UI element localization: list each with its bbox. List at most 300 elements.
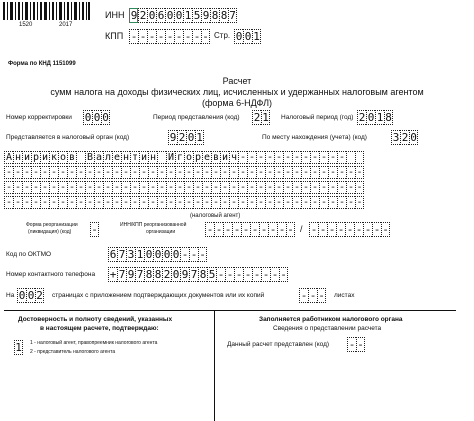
reorg-form-label-2: (ликвидация) (код) <box>28 229 72 235</box>
comb-cell: - <box>14 197 22 208</box>
comb-cell: - <box>14 182 22 193</box>
comb-cell: - <box>194 182 202 193</box>
comb-cell: - <box>185 182 193 193</box>
comb-cell: - <box>257 182 265 193</box>
title-line-2: сумм налога на доходы физических лиц, исчисленных и удержанных налоговым агентом <box>50 87 424 97</box>
comb-cell: - <box>271 268 279 281</box>
comb-cell: - <box>41 182 49 193</box>
period-label: Период представления (код) <box>153 114 240 121</box>
comb-cell: - <box>319 223 327 236</box>
comb-cell: - <box>235 268 243 281</box>
comb-cell: - <box>77 197 85 208</box>
comb-cell: 0 <box>172 268 180 281</box>
comb-cell: - <box>347 197 355 208</box>
comb-cell: - <box>149 182 157 193</box>
comb-cell: - <box>113 182 121 193</box>
comb-cell: 8 <box>154 268 162 281</box>
comb-cell: - <box>224 223 232 236</box>
barcode <box>3 2 90 32</box>
comb-cell: - <box>253 268 261 281</box>
reorg-inn-kpp-label-2: организации <box>146 229 176 235</box>
location-label: По месту нахождения (учета) (код) <box>262 134 367 141</box>
comb-cell: 0 <box>244 30 252 43</box>
comb-cell: - <box>248 152 256 163</box>
comb-cell: - <box>122 197 130 208</box>
comb-cell: 2 <box>36 289 43 302</box>
comb-cell: - <box>148 30 156 43</box>
comb-cell: ч <box>230 152 238 163</box>
comb-cell: - <box>251 223 259 236</box>
comb-cell: к <box>50 152 58 163</box>
attachment-sheets-field[interactable] <box>299 288 326 303</box>
comb-cell: - <box>50 197 58 208</box>
comb-cell: - <box>212 182 220 193</box>
comb-cell: - <box>230 197 238 208</box>
comb-cell: - <box>41 197 49 208</box>
comb-cell: - <box>157 30 165 43</box>
comb-cell: - <box>257 167 265 178</box>
comb-cell: - <box>86 197 94 208</box>
comb-cell: о <box>185 152 193 163</box>
comb-cell: - <box>239 152 247 163</box>
comb-cell: 7 <box>229 9 236 22</box>
barcode-bar <box>56 2 57 20</box>
barcode-bar <box>22 2 23 20</box>
comb-cell: - <box>275 197 283 208</box>
comb-cell: - <box>302 197 310 208</box>
comb-cell: 2 <box>163 268 171 281</box>
comb-cell: - <box>302 152 310 163</box>
period-field[interactable] <box>252 110 270 125</box>
comb-cell: - <box>275 182 283 193</box>
comb-cell: - <box>203 197 211 208</box>
authority-field[interactable] <box>168 130 204 145</box>
comb-cell: - <box>266 182 274 193</box>
comb-cell: - <box>158 167 166 178</box>
comb-cell: - <box>176 167 184 178</box>
comb-cell: - <box>356 182 363 193</box>
comb-cell: н <box>122 152 130 163</box>
comb-cell: - <box>275 167 283 178</box>
barcode-bar <box>82 2 84 20</box>
comb-cell: р <box>194 152 202 163</box>
comb-cell: 6 <box>109 248 117 261</box>
comb-cell: н <box>149 152 157 163</box>
comb-cell: - <box>284 167 292 178</box>
column-divider <box>214 310 215 421</box>
comb-cell: - <box>176 197 184 208</box>
comb-cell: - <box>113 197 121 208</box>
comb-cell: - <box>221 167 229 178</box>
comb-cell: - <box>346 223 354 236</box>
comb-cell: 8 <box>199 268 207 281</box>
comb-cell: и <box>41 152 49 163</box>
comb-cell: 9 <box>181 268 189 281</box>
comb-cell: и <box>23 152 31 163</box>
comb-cell: - <box>300 289 308 302</box>
comb-cell: - <box>347 182 355 193</box>
comb-cell: 0 <box>163 248 171 261</box>
comb-cell <box>157 151 166 164</box>
comb-cell: и <box>140 152 148 163</box>
comb-cell: - <box>190 248 198 261</box>
barcode-bar <box>86 2 87 20</box>
barcode-bar <box>18 2 20 20</box>
comb-cell: н <box>14 152 22 163</box>
comb-cell: - <box>355 223 363 236</box>
comb-cell: - <box>266 197 274 208</box>
comb-cell: е <box>113 152 121 163</box>
comb-cell: - <box>175 30 183 43</box>
comb-cell: 9 <box>169 131 177 144</box>
comb-cell: - <box>320 182 328 193</box>
barcode-bar <box>7 2 8 20</box>
comb-cell: - <box>206 223 214 236</box>
barcode-bar <box>71 2 72 20</box>
comb-cell: - <box>284 197 292 208</box>
comb-cell: 8 <box>220 9 228 22</box>
comb-cell: - <box>302 167 310 178</box>
barcode-bar <box>25 2 28 20</box>
comb-cell: - <box>149 167 157 178</box>
correction-label: Номер корректировки <box>6 114 72 121</box>
confirm-title: Достоверность и полноту сведений, указанных <box>18 316 173 323</box>
barcode-bar <box>52 2 54 20</box>
comb-cell: в <box>68 152 76 163</box>
comb-cell: - <box>230 182 238 193</box>
comb-cell: 0 <box>175 9 183 22</box>
comb-cell: - <box>329 152 337 163</box>
comb-cell <box>346 151 355 164</box>
title-line-1: Расчет <box>222 76 252 86</box>
officer-title: Заполняется работником налогового органа <box>259 316 403 323</box>
comb-cell: - <box>248 167 256 178</box>
page-number-field[interactable] <box>234 29 261 44</box>
comb-cell: - <box>260 223 268 236</box>
barcode-bar <box>74 2 77 20</box>
comb-cell: а <box>95 152 103 163</box>
comb-cell: 7 <box>118 248 126 261</box>
agent-name-line-4[interactable] <box>4 196 364 209</box>
phone-field[interactable] <box>108 267 288 282</box>
comb-cell: 2 <box>139 9 147 22</box>
comb-cell: 0 <box>166 9 174 22</box>
comb-cell: - <box>131 167 139 178</box>
comb-cell: - <box>217 268 225 281</box>
comb-cell: 0 <box>27 289 35 302</box>
comb-cell: - <box>202 30 209 43</box>
comb-cell: - <box>262 268 270 281</box>
correction-field[interactable] <box>83 110 110 125</box>
signer-option-2: 2 - представитель налогового агента <box>30 349 116 355</box>
comb-cell: - <box>248 197 256 208</box>
comb-cell: - <box>5 197 13 208</box>
comb-cell: - <box>149 197 157 208</box>
comb-cell: - <box>199 248 206 261</box>
comb-cell: о <box>59 152 67 163</box>
knd-code: Форма по КНД 1151099 <box>8 61 76 67</box>
comb-cell: - <box>5 182 13 193</box>
comb-cell: 0 <box>102 111 109 124</box>
comb-cell: - <box>320 197 328 208</box>
comb-cell: - <box>278 223 286 236</box>
confirm-title-2: в настоящем расчете, подтверждаю: <box>40 325 159 332</box>
comb-cell: - <box>221 182 229 193</box>
barcode-bar <box>49 2 50 20</box>
comb-cell: - <box>203 182 211 193</box>
comb-cell: - <box>212 197 220 208</box>
comb-cell: - <box>356 197 363 208</box>
kpp-label: КПП <box>105 31 124 41</box>
comb-cell: - <box>233 223 241 236</box>
comb-cell: - <box>140 167 148 178</box>
comb-cell: л <box>104 152 112 163</box>
pages-prefix: На <box>6 292 15 299</box>
comb-cell: - <box>309 289 317 302</box>
comb-cell: - <box>329 182 337 193</box>
comb-cell: 1 <box>262 111 269 124</box>
comb-cell: - <box>32 167 40 178</box>
barcode-bar <box>59 2 62 20</box>
agent-name-line-2[interactable] <box>4 166 364 179</box>
phone-label: Номер контактного телефона <box>6 271 96 278</box>
comb-cell: 1 <box>376 111 384 124</box>
tax-period-field[interactable] <box>357 110 393 125</box>
comb-cell: 1 <box>253 30 260 43</box>
comb-cell: - <box>68 182 76 193</box>
comb-cell: - <box>185 197 193 208</box>
comb-cell: - <box>181 248 189 261</box>
comb-cell: - <box>248 182 256 193</box>
comb-cell: - <box>311 152 319 163</box>
comb-cell: 7 <box>118 268 126 281</box>
comb-cell <box>76 151 85 164</box>
comb-cell: 2 <box>253 111 261 124</box>
reorg-form-label: Форма реорганизации <box>26 222 78 228</box>
comb-cell: - <box>140 197 148 208</box>
comb-cell: 8 <box>385 111 392 124</box>
comb-cell: - <box>287 223 294 236</box>
comb-cell: - <box>95 197 103 208</box>
comb-cell: - <box>86 182 94 193</box>
comb-cell: - <box>23 182 31 193</box>
comb-cell: 0 <box>410 131 417 144</box>
comb-cell: - <box>284 152 292 163</box>
comb-cell: 1 <box>136 248 144 261</box>
comb-cell: - <box>158 197 166 208</box>
barcode-bar <box>15 2 16 20</box>
comb-cell: И <box>167 152 175 163</box>
comb-cell: - <box>266 152 274 163</box>
authority-label: Представляется в налоговый орган (код) <box>6 134 130 141</box>
location-field[interactable] <box>391 130 418 145</box>
comb-cell: - <box>357 338 364 351</box>
comb-cell: 0 <box>187 131 195 144</box>
barcode-bar <box>30 2 31 20</box>
comb-cell: - <box>23 197 31 208</box>
barcode-right-number: 2017 <box>59 22 73 28</box>
comb-cell: 0 <box>145 248 153 261</box>
barcode-left-number: 1520 <box>19 22 33 28</box>
officer-subtitle: Сведения о представлении расчета <box>273 325 382 332</box>
signer-code-field[interactable] <box>14 340 23 355</box>
submitted-code-field[interactable] <box>347 337 365 352</box>
comb-cell: - <box>320 167 328 178</box>
comb-cell: 1 <box>184 9 192 22</box>
comb-cell: - <box>311 197 319 208</box>
comb-cell: 0 <box>172 248 180 261</box>
comb-cell: 8 <box>211 9 219 22</box>
pages-field[interactable] <box>17 288 44 303</box>
comb-cell: - <box>77 182 85 193</box>
comb-cell: - <box>239 167 247 178</box>
comb-cell: - <box>122 167 130 178</box>
oktmo-field[interactable] <box>108 247 207 262</box>
comb-cell: - <box>257 152 265 163</box>
comb-cell: 0 <box>93 111 101 124</box>
comb-cell: 2 <box>358 111 366 124</box>
comb-cell: - <box>269 223 277 236</box>
comb-cell: - <box>348 338 356 351</box>
inn-field[interactable] <box>129 8 237 23</box>
comb-cell: - <box>373 223 381 236</box>
comb-cell: - <box>310 223 318 236</box>
comb-cell: 1 <box>196 131 203 144</box>
comb-cell: - <box>5 167 13 178</box>
barcode-bar <box>88 2 90 20</box>
comb-cell: - <box>131 197 139 208</box>
comb-cell: - <box>338 197 346 208</box>
pages-middle: страницах с приложением подтверждающих документов или их копий <box>52 292 265 299</box>
comb-cell: т <box>131 152 139 163</box>
agent-name-line-1[interactable] <box>4 151 364 164</box>
comb-cell: - <box>230 167 238 178</box>
comb-cell: 6 <box>157 9 165 22</box>
comb-cell: - <box>23 167 31 178</box>
comb-cell: - <box>104 182 112 193</box>
comb-cell: - <box>347 167 355 178</box>
comb-cell: - <box>338 167 346 178</box>
barcode-bar <box>64 2 65 20</box>
comb-cell: - <box>293 152 301 163</box>
comb-cell: 2 <box>401 131 409 144</box>
comb-cell: В <box>86 152 94 163</box>
inn-label: ИНН <box>105 10 125 20</box>
comb-cell: - <box>68 167 76 178</box>
comb-cell: - <box>91 223 98 236</box>
barcode-bar <box>10 2 13 20</box>
comb-cell: - <box>226 268 234 281</box>
comb-cell: г <box>176 152 184 163</box>
page-label: Стр. <box>214 31 231 40</box>
comb-cell: - <box>176 182 184 193</box>
signer-option-1: 1 - налоговый агент, правопреемник налогового агента <box>30 340 158 346</box>
comb-cell: е <box>203 152 211 163</box>
comb-cell: - <box>242 223 250 236</box>
comb-cell: - <box>41 167 49 178</box>
comb-cell: + <box>109 268 117 281</box>
comb-cell: А <box>5 152 13 163</box>
comb-cell: 3 <box>127 248 135 261</box>
comb-cell: - <box>193 30 201 43</box>
comb-cell: - <box>104 197 112 208</box>
comb-cell: - <box>194 167 202 178</box>
comb-cell: - <box>59 182 67 193</box>
comb-cell: - <box>329 197 337 208</box>
comb-cell: р <box>32 152 40 163</box>
comb-cell: в <box>212 152 220 163</box>
comb-cell: - <box>356 167 363 178</box>
comb-cell: - <box>239 197 247 208</box>
reorg-inn-kpp-label: ИНН/КПП реорганизованной <box>120 222 187 228</box>
comb-cell: и <box>221 152 229 163</box>
comb-cell: - <box>139 30 147 43</box>
barcode-bar <box>79 2 80 20</box>
barcode-bar <box>44 2 47 20</box>
section-divider <box>4 310 456 311</box>
comb-cell: - <box>244 268 252 281</box>
comb-cell: - <box>212 167 220 178</box>
comb-cell: - <box>14 167 22 178</box>
reorg-form-field[interactable] <box>90 222 99 237</box>
comb-cell: - <box>59 167 67 178</box>
comb-cell: - <box>382 223 389 236</box>
pages-suffix: листах <box>334 292 355 299</box>
comb-cell: - <box>167 197 175 208</box>
comb-cell: - <box>95 182 103 193</box>
comb-cell: - <box>311 182 319 193</box>
comb-cell: - <box>338 152 346 163</box>
comb-cell: - <box>166 30 174 43</box>
comb-cell: 8 <box>145 268 153 281</box>
barcode-bar <box>3 2 5 20</box>
comb-cell: - <box>194 197 202 208</box>
comb-cell: 5 <box>193 9 201 22</box>
comb-cell: 7 <box>136 268 144 281</box>
comb-cell: 0 <box>154 248 162 261</box>
barcode-bar <box>37 2 38 20</box>
reorg-kpp-field[interactable] <box>309 222 390 237</box>
submitted-label: Данный расчет представлен (код) <box>227 341 330 348</box>
tax-period-label: Налоговый период (год) <box>281 114 354 121</box>
comb-cell: - <box>59 197 67 208</box>
comb-cell: - <box>293 197 301 208</box>
document-title <box>0 76 474 109</box>
title-line-3: (форма 6-НДФЛ) <box>202 98 272 108</box>
comb-cell: - <box>221 197 229 208</box>
comb-cell: - <box>77 167 85 178</box>
comb-cell: 0 <box>148 9 156 22</box>
comb-cell: - <box>364 223 372 236</box>
comb-cell: 0 <box>367 111 375 124</box>
reorg-inn-field[interactable] <box>205 222 295 237</box>
barcode-bar <box>40 2 42 20</box>
comb-cell: - <box>32 197 40 208</box>
kpp-field[interactable] <box>129 29 210 44</box>
comb-cell: - <box>257 197 265 208</box>
comb-cell: - <box>122 182 130 193</box>
comb-cell: - <box>215 223 223 236</box>
comb-cell: 9 <box>130 9 138 22</box>
agent-name-line-3[interactable] <box>4 181 364 194</box>
comb-cell: 9 <box>202 9 210 22</box>
comb-cell: - <box>275 152 283 163</box>
comb-cell: - <box>203 167 211 178</box>
comb-cell: - <box>311 167 319 178</box>
comb-cell: - <box>302 182 310 193</box>
comb-cell: - <box>329 167 337 178</box>
comb-cell: 0 <box>84 111 92 124</box>
